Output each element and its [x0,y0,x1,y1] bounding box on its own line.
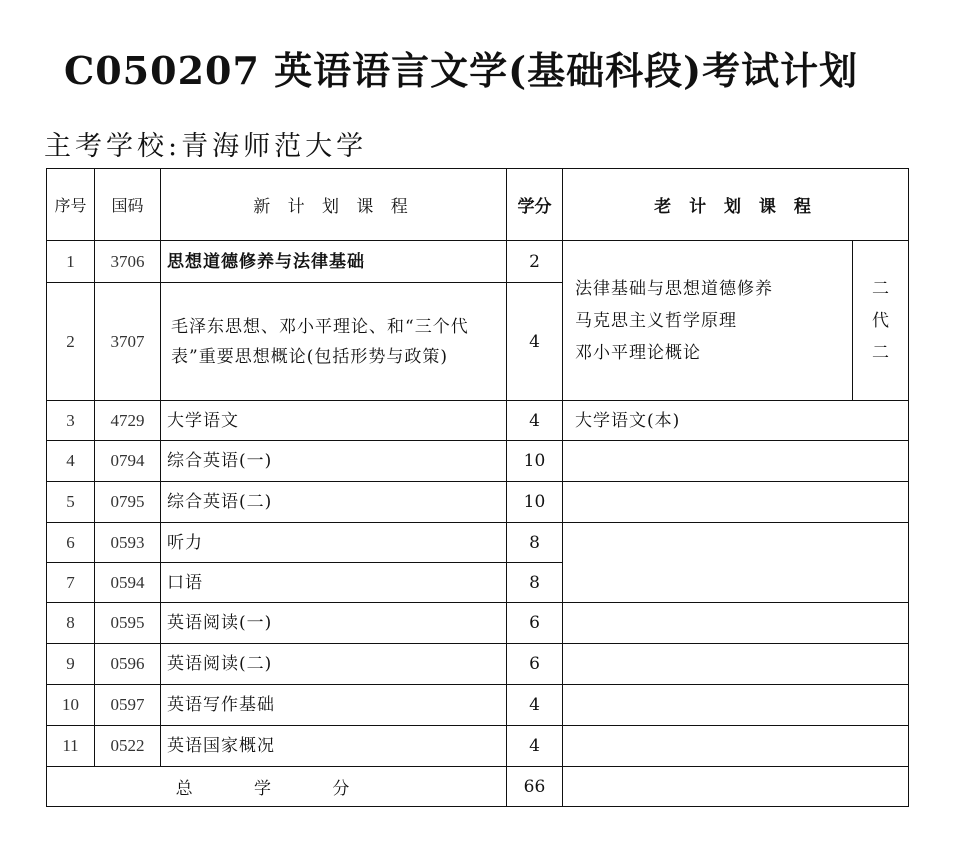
row-course: 英语阅读(二) [161,644,507,685]
header-old-course: 老 计 划 课 程 [563,169,909,241]
host-school: 主考学校:青海师范大学 [44,131,368,162]
row-credits: 8 [507,523,563,563]
row-credits: 10 [507,441,563,482]
row-code: 3706 [95,241,161,283]
row-credits: 4 [507,401,563,441]
header-credits: 学分 [507,169,563,241]
row-code: 0597 [95,685,161,726]
table-row [47,685,909,726]
row-course: 综合英语(二) [161,482,507,523]
row-credits: 6 [507,644,563,685]
row-credits: 10 [507,482,563,523]
row-seq: 3 [47,401,95,441]
exam-plan-table [46,168,909,807]
marker-char: 二 [872,278,889,299]
row-credits: 8 [507,563,563,603]
row-seq: 4 [47,441,95,482]
row-code: 0595 [95,603,161,644]
row-code: 0594 [95,563,161,603]
total-row [47,767,909,807]
header-code: 国码 [95,169,161,241]
marker-char: 二 [872,342,889,363]
row-seq: 7 [47,563,95,603]
row-code: 0593 [95,523,161,563]
row-code: 0596 [95,644,161,685]
row-seq: 9 [47,644,95,685]
row-credits: 4 [507,283,563,401]
total-label: 总 学 分 [47,767,507,807]
page-title: C050207 英语语言文学(基础科段)考试计划 [64,48,859,93]
table-header-row [47,169,909,241]
old-course-cell [563,482,909,523]
row-seq: 6 [47,523,95,563]
row-code: 0522 [95,726,161,767]
table-row [47,644,909,685]
old-course-cell [563,523,909,603]
row-course: 英语国家概况 [161,726,507,767]
table-row [47,401,909,441]
row-code: 4729 [95,401,161,441]
table-row [47,523,909,563]
row-course: 听力 [161,523,507,563]
row-code: 0795 [95,482,161,523]
row-course: 毛泽东思想、邓小平理论、和“三个代表”重要思想概论(包括形势与政策) [161,283,507,401]
total-value: 66 [507,767,563,807]
header-new-course: 新 计 划 课 程 [161,169,507,241]
old-course-cell [563,603,909,644]
table-row [47,482,909,523]
row-credits: 4 [507,685,563,726]
row-course: 思想道德修养与法律基础 [161,241,507,283]
table-row [47,603,909,644]
row-course: 大学语文 [161,401,507,441]
row-seq: 5 [47,482,95,523]
row-seq: 2 [47,283,95,401]
row-credits: 6 [507,603,563,644]
row-seq: 8 [47,603,95,644]
old-course-line: 马克思主义哲学原理 [575,310,737,331]
table-row [47,441,909,482]
replacement-marker [853,241,909,401]
old-course-cell [563,726,909,767]
old-course-cell [563,685,909,726]
row-course: 综合英语(一) [161,441,507,482]
row-course: 口语 [161,563,507,603]
old-course-group [563,241,853,401]
row-seq: 11 [47,726,95,767]
old-course-cell [563,767,909,807]
old-course-cell: 大学语文(本) [563,401,909,441]
marker-char: 代 [872,310,889,331]
table-row [47,726,909,767]
header-seq: 序号 [47,169,95,241]
table-row [47,241,909,283]
row-credits: 2 [507,241,563,283]
row-credits: 4 [507,726,563,767]
row-seq: 1 [47,241,95,283]
row-seq: 10 [47,685,95,726]
old-course-line: 邓小平理论概论 [575,342,701,363]
row-course: 英语阅读(一) [161,603,507,644]
old-course-cell [563,644,909,685]
row-code: 0794 [95,441,161,482]
old-course-cell [563,441,909,482]
row-course: 英语写作基础 [161,685,507,726]
old-course-line: 法律基础与思想道德修养 [575,278,773,299]
row-code: 3707 [95,283,161,401]
